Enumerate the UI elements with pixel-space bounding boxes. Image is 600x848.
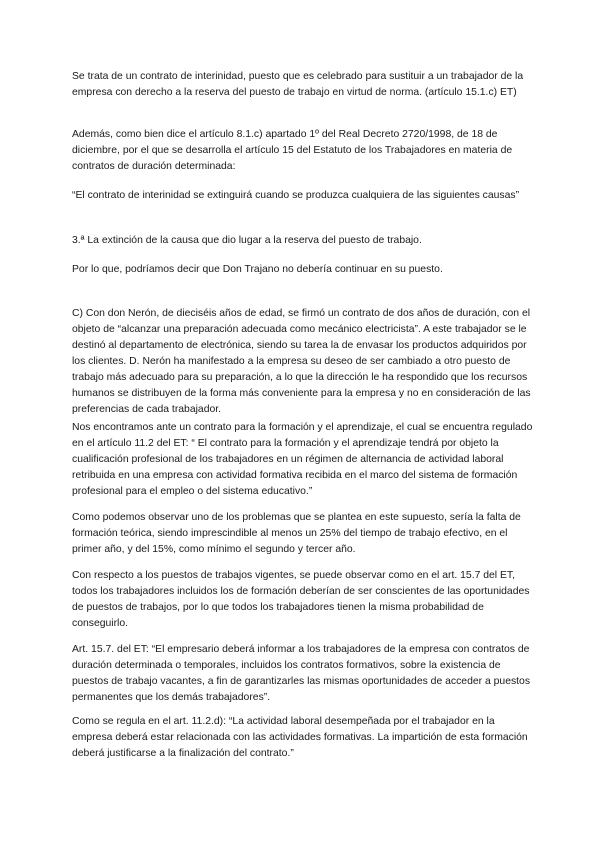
paragraph-real-decreto: Además, como bien dice el artículo 8.1.c) apartado 1º del Real Decreto 2720/1998, de 18 de diciembre, por el que se desarrolla el artículo 15 del Estatuto de los Trabajadores en materia de contratos de duración determinada: xyxy=(72,129,513,172)
paragraph-conclusion-trajano: Por lo que, podríamos decir que Don Trajano no debería continuar en su puesto. xyxy=(72,264,443,275)
paragraph-causa-tercera: 3.ª La extinción de la causa que dio lugar a la reserva del puesto de trabajo. xyxy=(72,235,422,246)
paragraph-puestos-vigentes: Con respecto a los puestos de trabajos vigentes, se puede observar como en el art. 15.7 del ET, todos los trabajadores incluidos los de formación deberían de ser conscientes de las oportunidades de puestos de trabajos, por lo que todos los trabajadores tienen la misma probabilidad de conseguirlo. xyxy=(72,570,530,629)
paragraph-art-15-7: Art. 15.7. del ET: “El empresario deberá informar a los trabajadores de la empresa con contratos de duración determinada o temporales, incluidos los contratos formativos, sobre la existencia de puestos de trabajo vacantes, a fin de garantizarles las mismas oportunidades de acceder a puestos permanentes que los demás trabajadores”. xyxy=(72,644,531,703)
paragraph-art-11-2-d: Como se regula en el art. 11.2.d): “La actividad laboral desempeñada por el trabajador en la empresa deberá estar relacionada con las actividades formativas. La impartición de esta formación deberá justificarse a la finalización del contrato.” xyxy=(72,716,528,759)
paragraph-interinidad: Se trata de un contrato de interinidad, puesto que es celebrado para sustituir a un trabajador de la empresa con derecho a la reserva del puesto de trabajo en virtud de norma. (artículo 15.1.c) ET) xyxy=(72,71,524,98)
paragraph-caso-neron: C) Con don Nerón, de dieciséis años de edad, se firmó un contrato de dos años de duración, con el objeto de “alcanzar una preparación adecuada como mecánico electricista”. A este trabajador se le destinó al departamento de electrónica, siendo su tarea la de envasar los productos adquiridos por los clientes. D. Nerón ha manifestado a la empresa su deseo de ser cambiado a otro puesto de trabajo más adecuado para su preparación, a lo que la dirección le ha respondido que los recursos humanos se distribuyen de la forma más conveniente para la empresa y no en consideración de las preferencias de cada trabajador. xyxy=(72,308,531,415)
paragraph-formacion-teorica: Como podemos observar uno de los problemas que se plantea en este supuesto, sería la falta de formación teórica, siendo imprescindible al menos un 25% del tiempo de trabajo efectivo, en el primer año, y del 15%, como mínimo el segundo y tercer año. xyxy=(72,512,521,555)
paragraph-contrato-formacion: Nos encontramos ante un contrato para la formación y el aprendizaje, el cual se encuentra regulado en el artículo 11.2 del ET: “ El contrato para la formación y el aprendizaje tendrá por objeto la cualificación profesional de los trabajadores en un régimen de alternancia de actividad laboral retribuida en una empresa con actividad formativa recibida en el marco del sistema de formación profesional para el empleo o del sistema educativo.” xyxy=(72,422,533,497)
paragraph-quote-extincion: “El contrato de interinidad se extinguirá cuando se produzca cualquiera de las siguientes causas” xyxy=(72,190,520,201)
